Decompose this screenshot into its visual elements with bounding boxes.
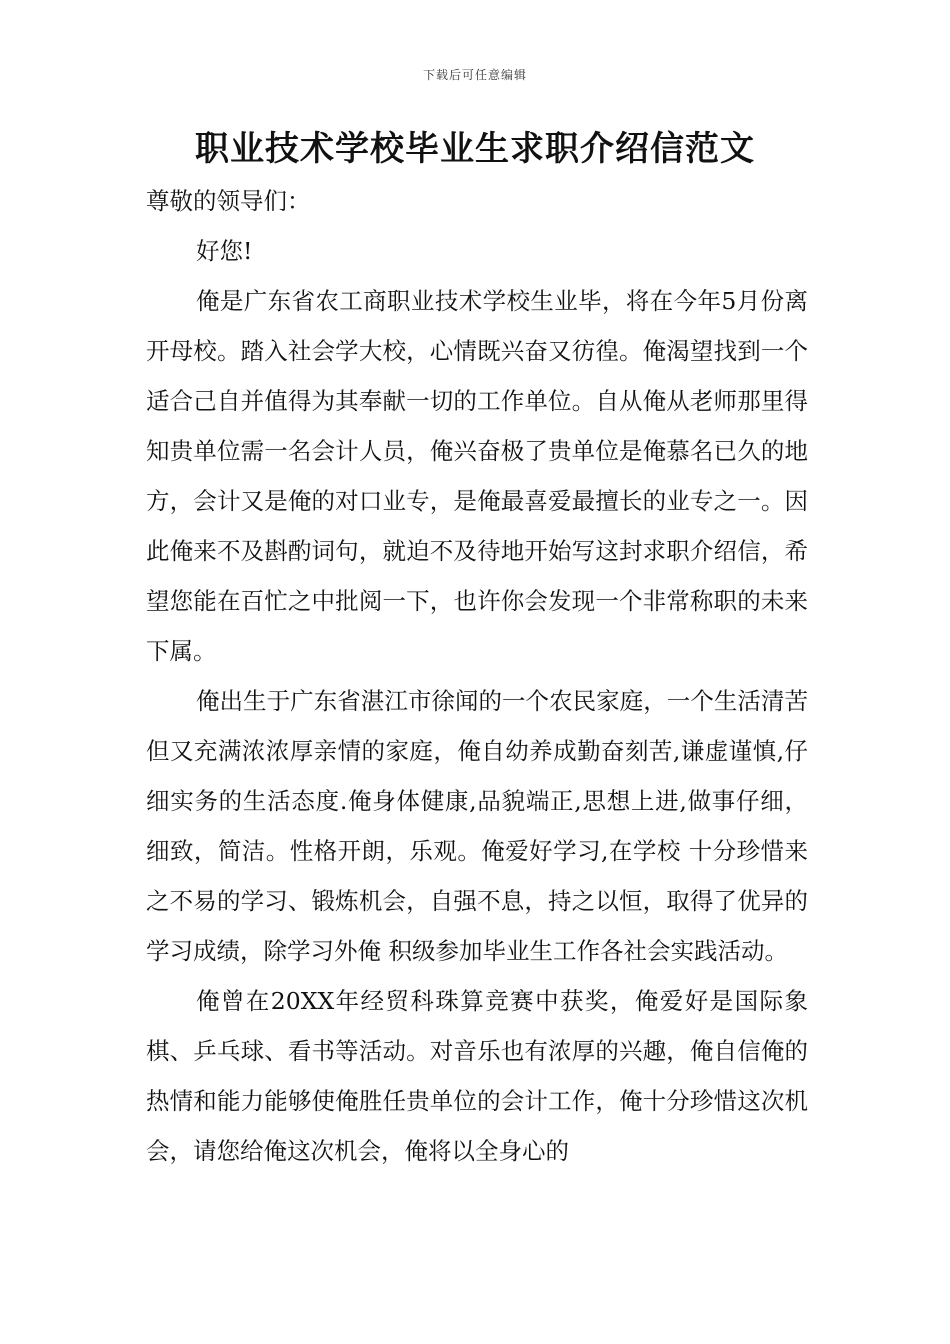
paragraph-intro: 俺是广东省农工商职业技术学校生业毕，将在今年5月份离开母校。踏入社会学大校，心情既兴奋又彷徨。俺渴望找到一个适合己自并值得为其奉献一切的工作单位。自从俺从老师那里得知贵单位需一名会计人员，俺兴奋极了贵单位是俺慕名已久的地方，会计又是俺的对口业专，是俺最喜爱最擅长的业专之一。因此俺来不及斟酌词句，就迫不及待地开始写这封求职介绍信，希望您能在百忙之中批阅一下，也许你会发现一个非常称职的未来下属。 (146, 287, 808, 665)
page-title: 职业技术学校毕业生求职介绍信范文 (195, 129, 755, 169)
greeting: 好您! (196, 237, 253, 265)
salutation: 尊敬的领导们： (146, 187, 311, 215)
letter-body (146, 176, 808, 1176)
header-note: 下载后可任意编辑 (422, 68, 527, 82)
paragraph-background: 俺出生于广东省湛江市徐闻的一个农民家庭，一个生活清苦但又充满浓浓厚亲情的家庭，俺自幼养成勤奋刻苦,谦虚谨慎,仔细实务的生活态度.俺身体健康,品貌端正,思想上进,做事仔细，细致，简洁。性格开朗，乐观。俺爱好学习,在学校 十分珍惜来之不易的学习、锻炼机会，自强不息，持之以恒，取得了优异的学习成绩，除学习外俺 积级参加毕业生工作各社会实践活动。 (146, 687, 808, 965)
paragraph-achievements: 俺曾在20XX年经贸科珠算竞赛中获奖，俺爱好是国际象棋、乒乓球、看书等活动。对音乐也有浓厚的兴趣，俺自信俺的热情和能力能够使俺胜任贵单位的会计工作，俺十分珍惜这次机会，请您给俺这次机会，俺将以全身心的 (146, 987, 808, 1165)
